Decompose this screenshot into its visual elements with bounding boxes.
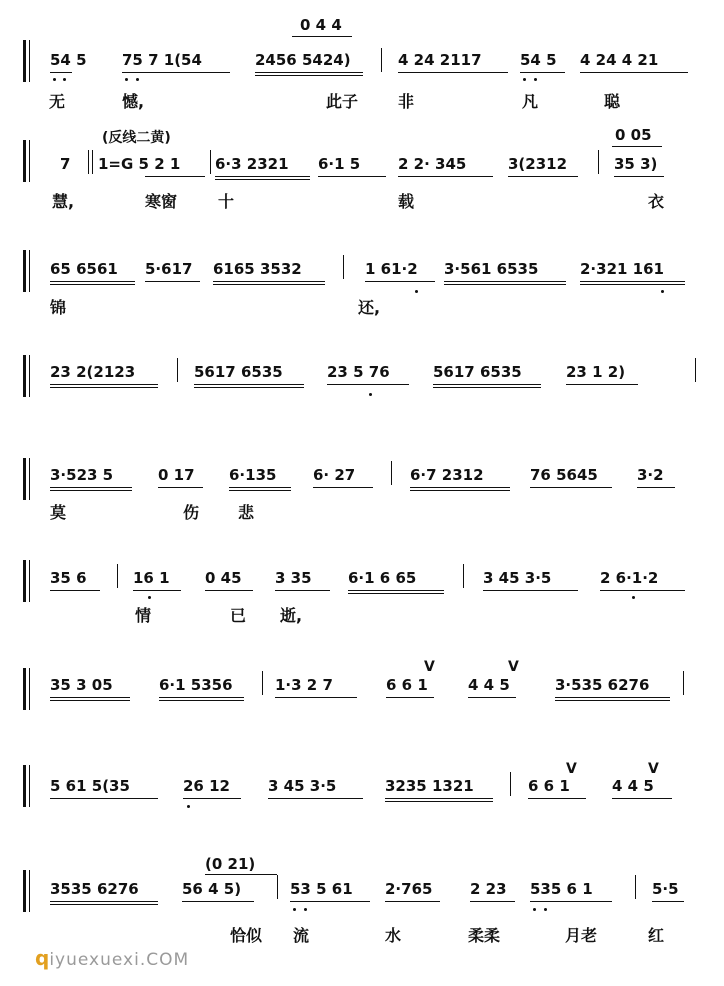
note-segment: 6 6 1 — [386, 676, 428, 694]
beam-line — [133, 590, 181, 591]
beam-line — [205, 590, 253, 591]
beam-line — [255, 75, 363, 76]
beam-line — [410, 487, 510, 488]
note-segment: 3·561 6535 — [444, 260, 539, 278]
note-segment: 3(2312 — [508, 155, 568, 173]
lyric: 憾, — [122, 92, 145, 111]
lyric: 聪 — [604, 92, 621, 111]
note-segment: 23 2(2123 — [50, 363, 136, 381]
barline — [262, 671, 263, 695]
beam-line — [444, 281, 566, 282]
beam-line — [158, 487, 203, 488]
octave-dot — [53, 78, 56, 81]
octave-dot — [415, 290, 418, 293]
note-segment: 2 23 — [470, 880, 507, 898]
system-bracket — [23, 355, 26, 397]
octave-dot — [661, 290, 664, 293]
top-mark-underline — [292, 36, 352, 37]
lyric: 柔柔 — [468, 926, 501, 945]
octave-dot — [125, 78, 128, 81]
octave-dot — [534, 78, 537, 81]
note-segment: 2·765 — [385, 880, 433, 898]
note-segment: 5617 6535 — [433, 363, 522, 381]
beam-line — [444, 284, 566, 285]
lyric: 悲 — [238, 503, 255, 522]
beam-line — [215, 179, 310, 180]
beam-line — [50, 281, 135, 282]
barline — [391, 461, 392, 485]
note-segment: 3 45 3·5 — [483, 569, 552, 587]
note-segment: 6·7 2312 — [410, 466, 484, 484]
breath-mark: V — [648, 761, 659, 777]
barline — [88, 150, 89, 174]
beam-line — [433, 387, 541, 388]
beam-line — [600, 590, 685, 591]
beam-line — [508, 176, 578, 177]
beam-line — [229, 487, 291, 488]
beam-line — [520, 72, 565, 73]
beam-line — [468, 697, 516, 698]
beam-line — [50, 490, 132, 491]
beam-line — [410, 490, 510, 491]
note-segment: 5 61 5(35 — [50, 777, 130, 795]
beam-line — [365, 281, 435, 282]
lyric: 莫 — [50, 503, 67, 522]
lyric: 载 — [398, 192, 415, 211]
barline — [683, 671, 684, 695]
lyric: 寒窗 — [145, 192, 178, 211]
beam-line — [50, 487, 132, 488]
barline — [510, 772, 511, 796]
note-segment: 54 5 — [520, 51, 557, 69]
barline — [381, 48, 382, 72]
beam-line — [580, 281, 685, 282]
beam-line — [614, 176, 664, 177]
beam-line — [398, 72, 508, 73]
beam-line — [50, 590, 100, 591]
lyric: 逝, — [280, 606, 303, 625]
beam-line — [348, 593, 444, 594]
beam-line — [385, 901, 440, 902]
beam-line — [213, 284, 325, 285]
system-bracket — [23, 765, 26, 807]
barline — [277, 875, 278, 899]
beam-line — [145, 281, 200, 282]
watermark-logo-letter: q — [35, 946, 50, 970]
note-segment: 3235 1321 — [385, 777, 474, 795]
beam-line — [386, 697, 434, 698]
barline — [210, 150, 211, 174]
beam-line — [50, 904, 158, 905]
lyric: 已 — [230, 606, 247, 625]
beam-line — [183, 798, 241, 799]
note-segment: 35 6 — [50, 569, 87, 587]
lyric: 伤 — [183, 503, 200, 522]
beam-line — [50, 697, 130, 698]
beam-line — [194, 387, 304, 388]
beam-line — [470, 901, 515, 902]
octave-dot — [293, 908, 296, 911]
beam-line — [213, 281, 325, 282]
beam-line — [50, 901, 158, 902]
lyric: 月老 — [565, 926, 598, 945]
beam-line — [528, 798, 586, 799]
lyric: 恰似 — [230, 926, 263, 945]
octave-dot — [148, 596, 151, 599]
note-segment: 2456 5424) — [255, 51, 351, 69]
beam-line — [255, 72, 363, 73]
note-segment: 26 12 — [183, 777, 230, 795]
note-segment: 65 6561 — [50, 260, 118, 278]
note-segment: 0 17 — [158, 466, 195, 484]
note-segment: 23 1 2) — [566, 363, 626, 381]
note-segment: 3 35 — [275, 569, 312, 587]
lyric: 还, — [358, 298, 381, 317]
lyric: 非 — [398, 92, 415, 111]
note-segment: 1 61·2 — [365, 260, 418, 278]
beam-line — [612, 798, 672, 799]
lyric: 锦 — [50, 298, 67, 317]
beam-line — [530, 487, 612, 488]
note-segment: 75 7 1(54 — [122, 51, 202, 69]
lyric: 慧, — [52, 192, 75, 211]
note-segment: 1=G 5 2 1 — [98, 155, 181, 173]
beam-line — [50, 700, 130, 701]
note-segment: 6·3 2321 — [215, 155, 289, 173]
barline — [598, 150, 599, 174]
beam-line — [433, 384, 541, 385]
beam-line — [182, 901, 254, 902]
beam-line — [483, 590, 578, 591]
octave-dot — [187, 805, 190, 808]
site-watermark — [35, 946, 189, 970]
note-segment: 35 3 05 — [50, 676, 113, 694]
beam-line — [580, 284, 685, 285]
note-segment: 3535 6276 — [50, 880, 139, 898]
note-segment: 4 4 5 — [468, 676, 510, 694]
beam-line — [566, 384, 638, 385]
system-bracket — [23, 870, 26, 912]
note-segment: 35 3) — [614, 155, 658, 173]
beam-line — [580, 72, 688, 73]
beam-line — [50, 284, 135, 285]
breath-mark: V — [566, 761, 577, 777]
beam-line — [159, 697, 244, 698]
note-segment: 4 4 5 — [612, 777, 654, 795]
barline — [92, 150, 93, 174]
note-segment: 5·5 — [652, 880, 679, 898]
barline — [695, 358, 696, 382]
system-bracket — [23, 40, 26, 82]
beam-line — [327, 384, 409, 385]
beam-line — [348, 590, 444, 591]
beam-line — [385, 801, 493, 802]
octave-dot — [544, 908, 547, 911]
note-segment: 16 1 — [133, 569, 170, 587]
note-segment: 6·1 6 65 — [348, 569, 417, 587]
octave-dot — [533, 908, 536, 911]
breath-mark: V — [424, 659, 435, 675]
beam-line — [530, 901, 612, 902]
lyric: 水 — [385, 926, 402, 945]
lyric: 此子 — [326, 92, 359, 111]
lyric: 流 — [293, 926, 310, 945]
beam-line — [194, 384, 304, 385]
beam-line — [50, 72, 72, 73]
note-segment: 4 24 2117 — [398, 51, 482, 69]
note-segment: 0 45 — [205, 569, 242, 587]
beam-line — [50, 384, 158, 385]
note-segment: 3·523 5 — [50, 466, 114, 484]
note-segment: 53 5 61 — [290, 880, 353, 898]
note-segment: 2 2· 345 — [398, 155, 467, 173]
beam-line — [318, 176, 386, 177]
octave-dot — [523, 78, 526, 81]
top-mark: (0 21) — [205, 855, 256, 873]
octave-dot — [369, 393, 372, 396]
note-segment: 2·321 161 — [580, 260, 664, 278]
section-label: (反线二黄) — [102, 130, 171, 146]
octave-dot — [304, 908, 307, 911]
barline — [117, 564, 118, 588]
beam-line — [50, 798, 158, 799]
system-bracket — [23, 140, 26, 182]
note-segment: 6· 27 — [313, 466, 356, 484]
barline — [635, 875, 636, 899]
note-segment: 6165 3532 — [213, 260, 302, 278]
beam-line — [398, 176, 493, 177]
lyric: 衣 — [648, 192, 665, 211]
note-segment: 6·1 5 — [318, 155, 361, 173]
barline — [463, 564, 464, 588]
system-bracket — [23, 458, 26, 500]
barline — [343, 255, 344, 279]
system-bracket — [23, 560, 26, 602]
beam-line — [268, 798, 363, 799]
note-segment: 76 5645 — [530, 466, 598, 484]
note-segment: 5·617 — [145, 260, 193, 278]
note-segment: 1·3 2 7 — [275, 676, 333, 694]
beam-line — [290, 901, 370, 902]
beam-line — [652, 901, 684, 902]
note-segment: 3·535 6276 — [555, 676, 650, 694]
beam-line — [275, 697, 357, 698]
beam-line — [229, 490, 291, 491]
beam-line — [555, 700, 670, 701]
note-segment: 6·135 — [229, 466, 277, 484]
beam-line — [385, 798, 493, 799]
note-segment: 2 6·1·2 — [600, 569, 659, 587]
note-segment: 3·2 — [637, 466, 664, 484]
beam-line — [275, 590, 330, 591]
note-segment: 6·1 5356 — [159, 676, 233, 694]
top-mark-underline — [612, 146, 662, 147]
breath-mark: V — [508, 659, 519, 675]
note-segment: 56 4 5) — [182, 880, 242, 898]
lyric: 十 — [218, 192, 235, 211]
system-bracket — [23, 250, 26, 292]
lyric: 情 — [135, 606, 152, 625]
note-segment: 7 — [60, 155, 71, 173]
note-segment: 3 45 3·5 — [268, 777, 337, 795]
lyric: 无 — [49, 92, 66, 111]
beam-line — [145, 176, 205, 177]
watermark-text: iyuexuexi.COM — [49, 950, 190, 970]
note-segment: 5617 6535 — [194, 363, 283, 381]
beam-line — [555, 697, 670, 698]
beam-line — [122, 72, 230, 73]
note-segment: 4 24 4 21 — [580, 51, 659, 69]
note-segment: 6 6 1 — [528, 777, 570, 795]
note-segment: 54 5 — [50, 51, 87, 69]
barline — [177, 358, 178, 382]
note-segment: 23 5 76 — [327, 363, 390, 381]
lyric: 凡 — [522, 92, 539, 111]
octave-dot — [63, 78, 66, 81]
top-mark: 0 05 — [615, 126, 652, 144]
beam-line — [637, 487, 675, 488]
beam-line — [215, 176, 310, 177]
lyric: 红 — [648, 926, 665, 945]
octave-dot — [136, 78, 139, 81]
beam-line — [159, 700, 244, 701]
beam-line — [313, 487, 373, 488]
octave-dot — [632, 596, 635, 599]
top-mark: 0 4 4 — [300, 16, 342, 34]
note-segment: 535 6 1 — [530, 880, 593, 898]
top-mark-underline — [205, 874, 277, 875]
beam-line — [50, 387, 158, 388]
system-bracket — [23, 668, 26, 710]
